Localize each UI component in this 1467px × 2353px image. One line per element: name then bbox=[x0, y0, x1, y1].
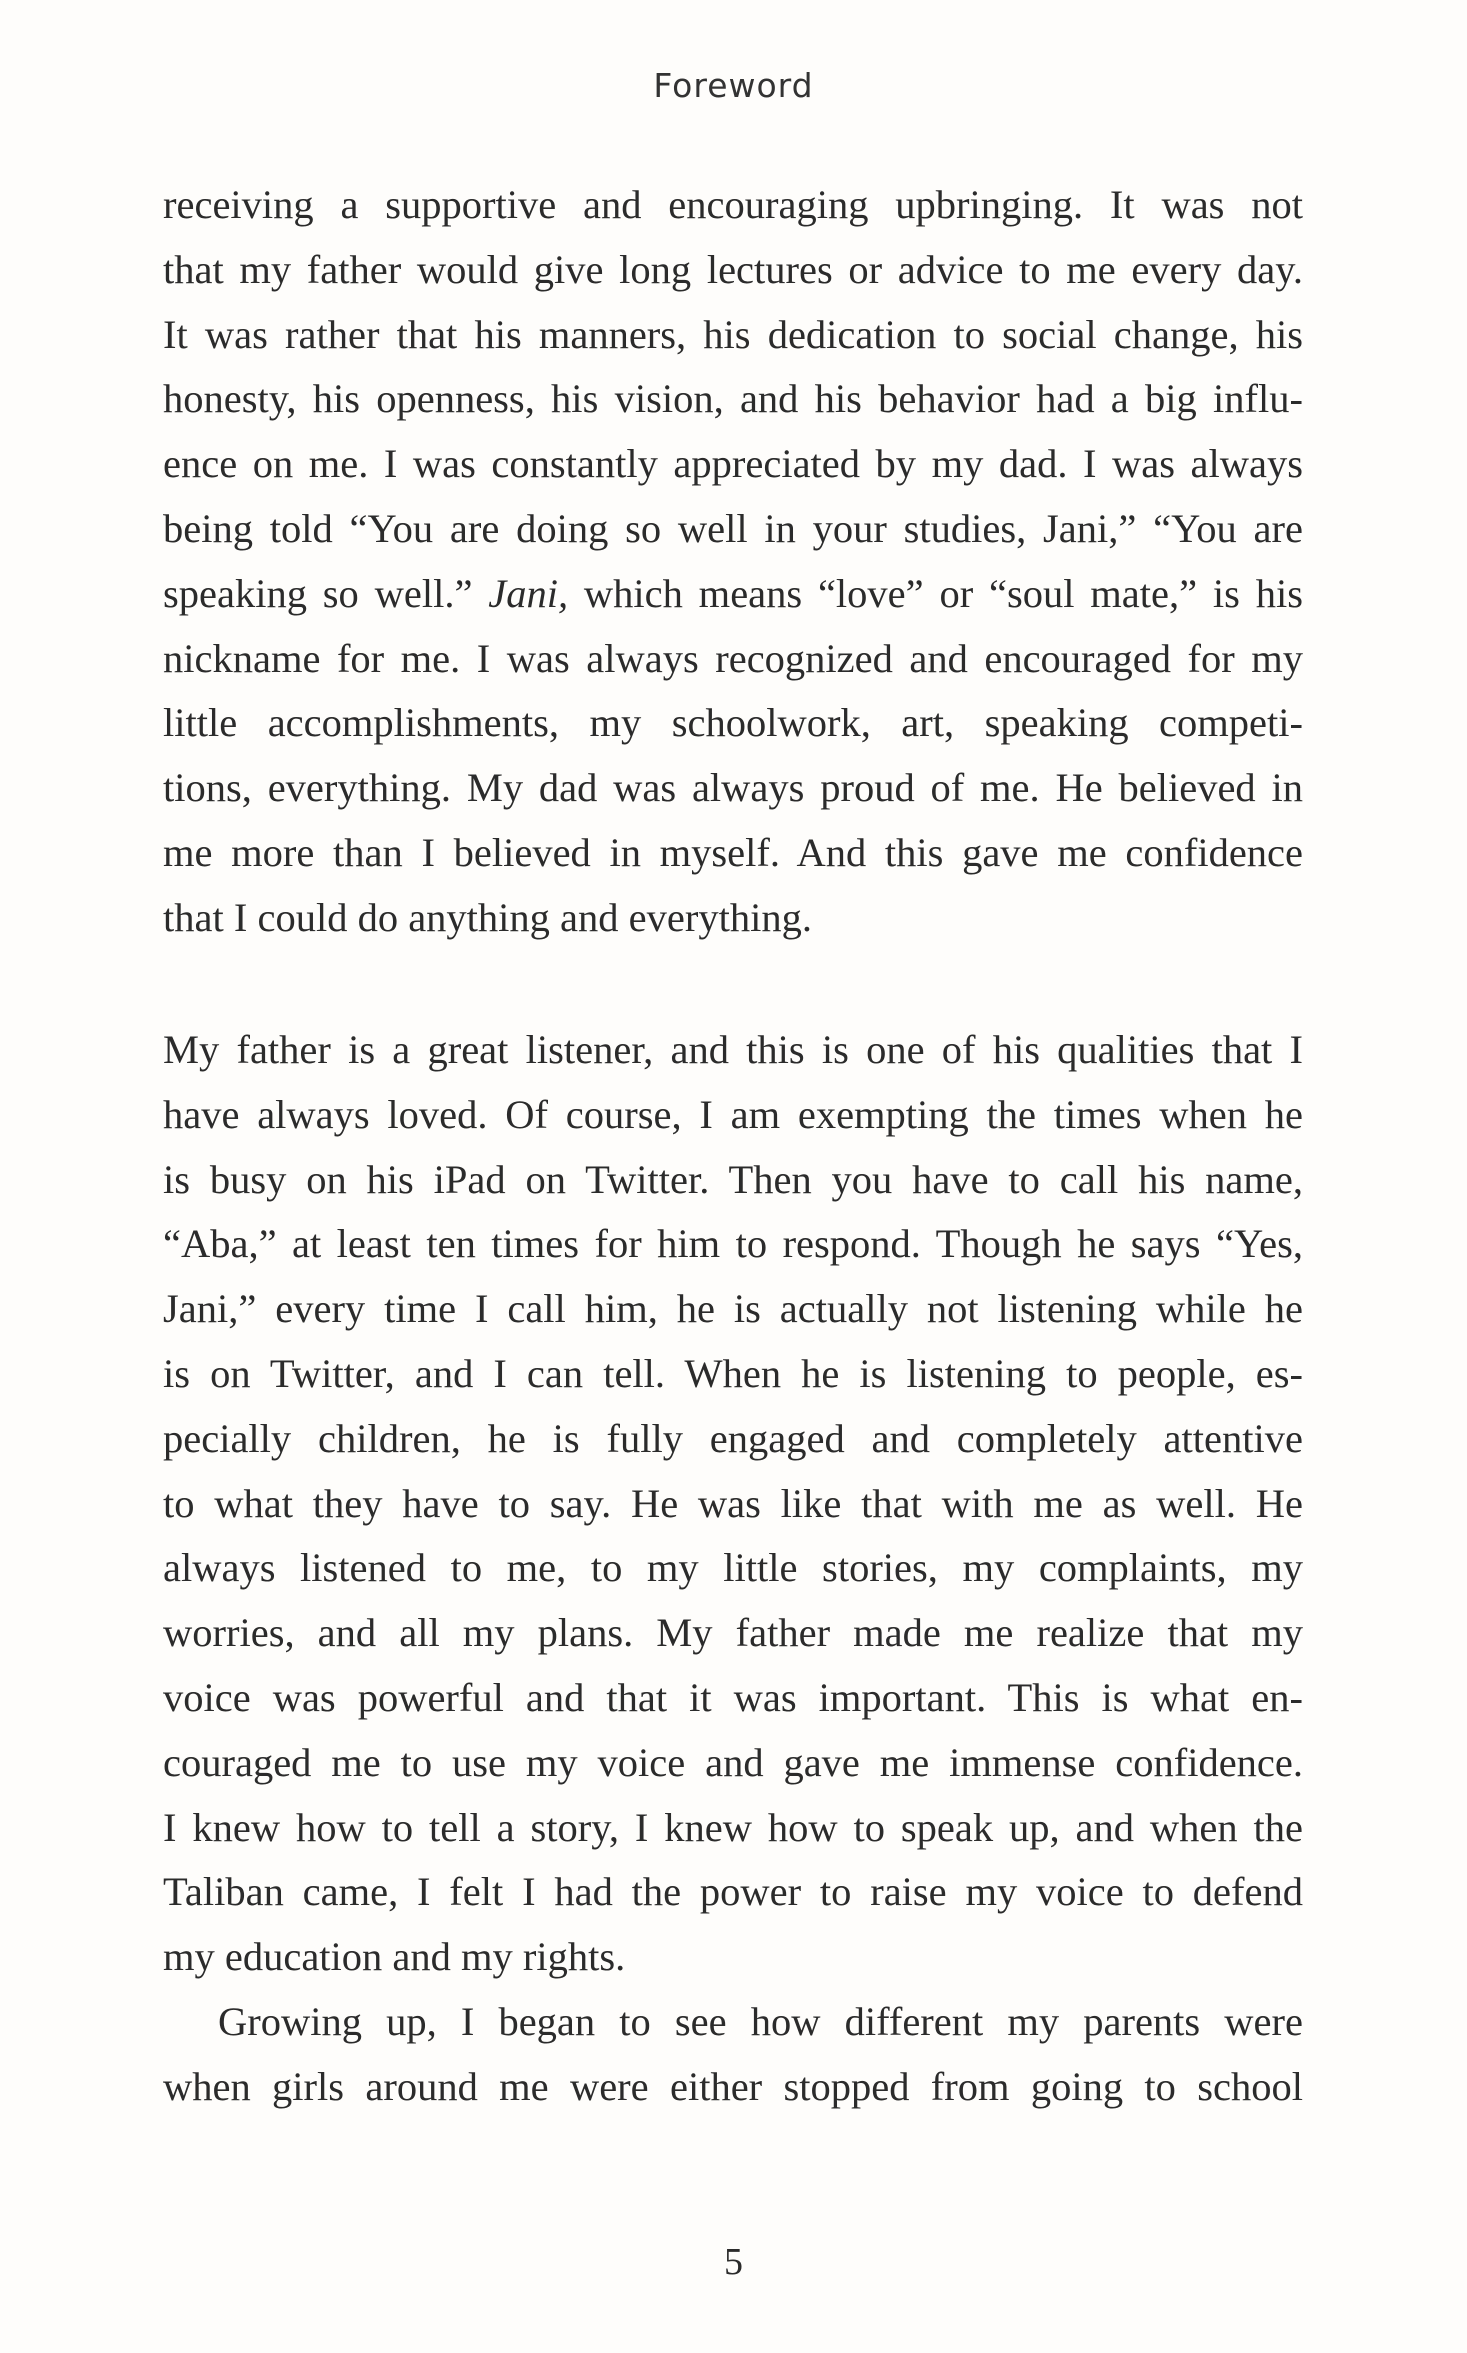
text-line: receiving a supportive and encouraging upbringing. It was not bbox=[163, 182, 1303, 227]
text-line: that my father would give long lectures or advice to me every day. bbox=[163, 246, 1303, 292]
text-segment: speaking so well.” bbox=[163, 570, 489, 616]
text-line: when girls around me were either stopped from going to school bbox=[163, 2063, 1303, 2109]
text-line: My father is a great listener, and this is one of his qualities that I bbox=[163, 1027, 1303, 1072]
text-line: to what they have to say. He was like that with me as well. He bbox=[163, 1480, 1303, 1526]
text-line: It was rather that his manners, his dedication to social change, his bbox=[163, 311, 1303, 357]
text-line: pecially children, he is fully engaged and completely attentive bbox=[163, 1415, 1303, 1461]
italic-nickname: Jani, bbox=[488, 570, 569, 616]
paragraph-2 bbox=[163, 1018, 1303, 1990]
text-line: worries, and all my plans. My father made me realize that my bbox=[163, 1610, 1303, 1656]
paragraph-1 bbox=[163, 173, 1303, 951]
running-head: Foreword bbox=[653, 66, 814, 105]
text-line: Jani,” every time I call him, he is actually not listening while he bbox=[163, 1286, 1303, 1332]
page-number: 5 bbox=[724, 2241, 743, 2283]
text-line: Growing up, I began to see how different my parents were bbox=[218, 1999, 1303, 2044]
text-line: I knew how to tell a story, I knew how to speak up, and when the bbox=[163, 1804, 1303, 1850]
paragraph-3 bbox=[163, 1990, 1303, 2120]
text-line: Taliban came, I felt I had the power to raise my voice to defend bbox=[163, 1869, 1303, 1915]
text-line: is on Twitter, and I can tell. When he is listening to people, es- bbox=[163, 1350, 1303, 1396]
text-line: honesty, his openness, his vision, and his behavior had a big influ- bbox=[163, 376, 1303, 422]
text-line: couraged me to use my voice and gave me immense confidence. bbox=[163, 1739, 1303, 1785]
text-line: ence on me. I was constantly appreciated by my dad. I was always bbox=[163, 441, 1303, 487]
text-segment: which means “love” or “soul mate,” is his bbox=[568, 570, 1303, 616]
text-line: tions, everything. My dad was always proud of me. He believed in bbox=[163, 765, 1303, 811]
text-line: “Aba,” at least ten times for him to respond. Though he says “Yes, bbox=[163, 1221, 1303, 1267]
text-line: is busy on his iPad on Twitter. Then you have to call his name, bbox=[163, 1156, 1303, 1202]
text-line: have always loved. Of course, I am exempting the times when he bbox=[163, 1091, 1303, 1137]
text-line: my education and my rights. bbox=[163, 1934, 626, 1980]
text-line: voice was powerful and that it was important. This is what en- bbox=[163, 1674, 1303, 1720]
text-line: that I could do anything and everything. bbox=[163, 894, 812, 940]
text-line: nickname for me. I was always recognized and encouraged for my bbox=[163, 635, 1303, 681]
text-line: me more than I believed in myself. And this gave me confidence bbox=[163, 829, 1303, 875]
text-line: being told “You are doing so well in your studies, Jani,” “You are bbox=[163, 505, 1303, 551]
text-line: always listened to me, to my little stories, my complaints, my bbox=[163, 1545, 1303, 1591]
text-line-with-italic bbox=[163, 562, 1303, 627]
text-line: little accomplishments, my schoolwork, art, speaking competi- bbox=[163, 700, 1303, 746]
